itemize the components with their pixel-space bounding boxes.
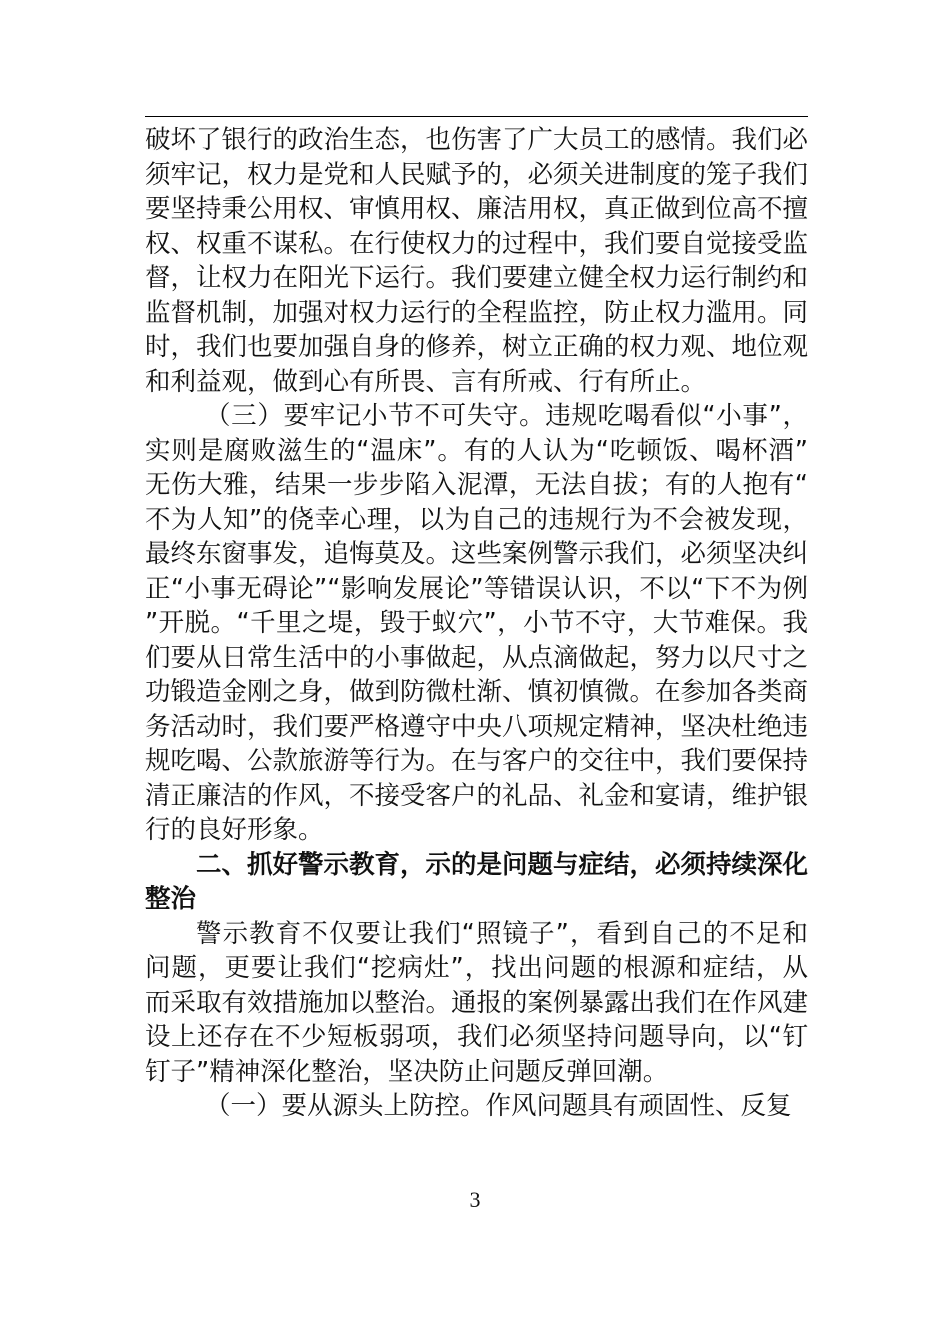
body-text xyxy=(145,123,808,1124)
section-heading: 二、抓好警示教育，示的是问题与症结，必须持续深化整治 xyxy=(145,849,809,914)
header-rule xyxy=(145,116,808,117)
paragraph-warning-education: 警示教育不仅要让我们“照镜子”，看到自己的不足和问题，更要让我们“挖病灶”，找出问题的根源和症结，从而采取有效措施加以整治。通报的案例暴露出我们在作风建设上还存在不少短板弱项，我们必须坚持问题导向，以“钉钉子”精神深化整治，坚决防止问题反弹回潮。 xyxy=(145,918,809,1087)
paragraph-source-control: （一）要从源头上防控。作风问题具有顽固性、反复 xyxy=(205,1091,792,1121)
page-number: 3 xyxy=(469,1187,481,1212)
paragraph-power-supervision: 破坏了银行的政治生态，也伤害了广大员工的感情。我们必须牢记，权力是党和人民赋予的，必须关进制度的笼子我们要坚持秉公用权、审慎用权、廉洁用权，真正做到位高不擅权、权重不谋私。在行使权力的过程中，我们要自觉接受监督，让权力在阳光下运行。我们要建立健全权力运行制约和监督机制，加强对权力运行的全程监控，防止权力滥用。同时，我们也要加强自身的修养，树立正确的权力观、地位观和利益观，做到心有所畏、言有所戒、行有所止。 xyxy=(145,125,809,397)
paragraph-small-details: （三）要牢记小节不可失守。违规吃喝看似“小事”，实则是腐败滋生的“温床”。有的人认为“吃顿饭、喝杯酒”无伤大雅，结果一步步陷入泥潭，无法自拔；有的人抱有“不为人知”的侥幸心理，以为自己的违规行为不会被发现，最终东窗事发，追悔莫及。这些案例警示我们，必须坚决纠正“小事无碍论”“影响发展论”等错误认识，不以“下不为例”开脱。“千里之堤，毁于蚁穴”，小节不守，大节难保。我们要从日常生活中的小事做起，从点滴做起，努力以尺寸之功锻造金刚之身，做到防微杜渐、慎初慎微。在参加各类商务活动时，我们要严格遵守中央八项规定精神，坚决杜绝违规吃喝、公款旅游等行为。在与客户的交往中，我们要保持清正廉洁的作风，不接受客户的礼品、礼金和宴请，维护银行的良好形象。 xyxy=(145,401,809,845)
